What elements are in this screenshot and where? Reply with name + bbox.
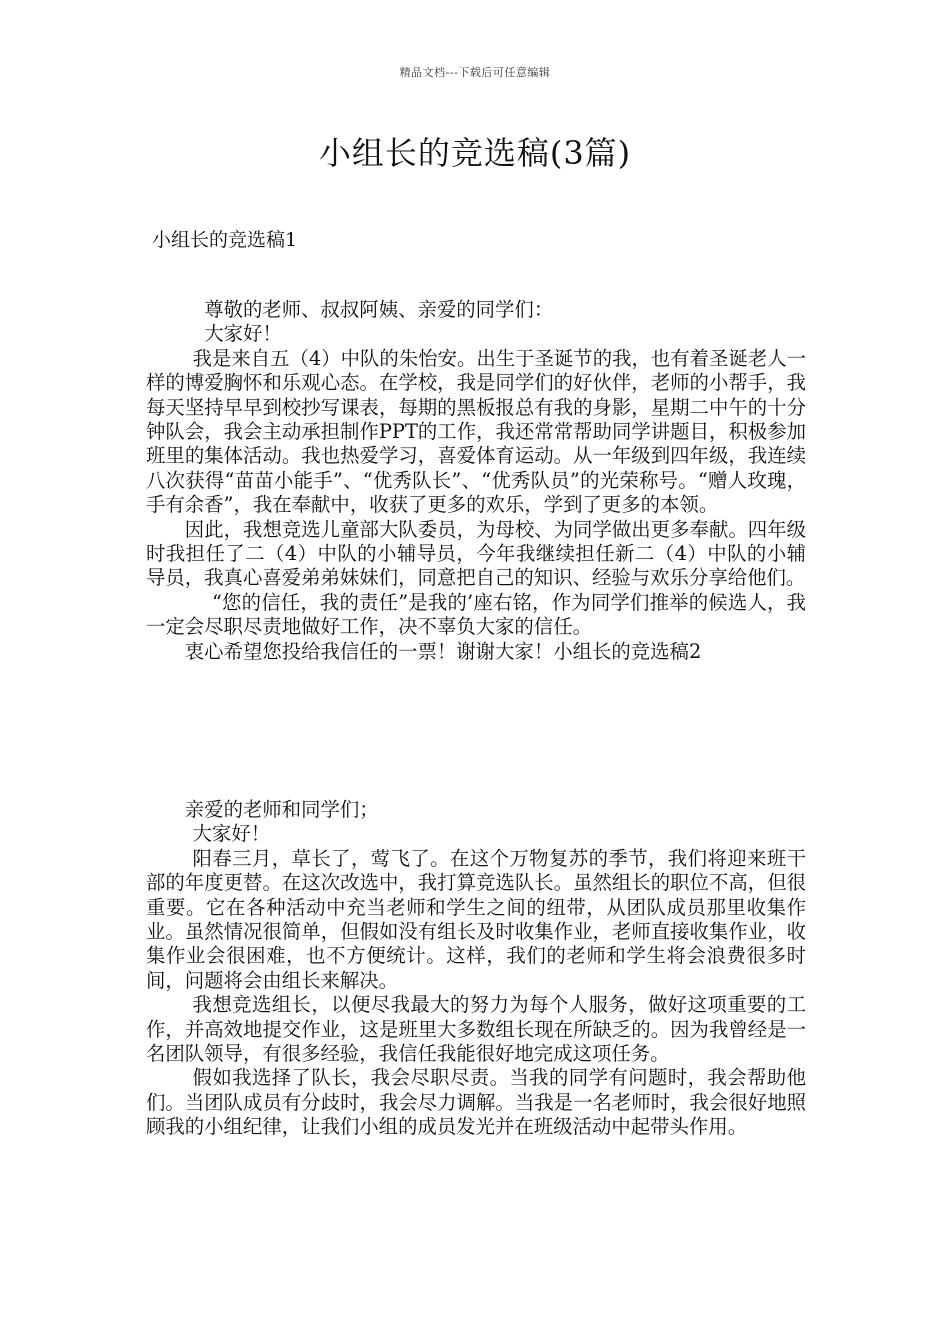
- paragraph-2-3: 假如我选择了队长，我会尽职尽责。当我的同学有问题时，我会帮助他们。当团队成员有分歧时，我会尽力调解。当我是一名老师时，我会很好地照顾我的小组纪律，让我们小组的成员发光并在班级活动中起带头作用。: [146, 1066, 806, 1139]
- paragraph-2-2: 我想竞选组长，以便尽我最大的努力为每个人服务，做好这项重要的工作，并高效地提交作业，这是班里大多数组长现在所缺乏的。因为我曾经是一名团队领导，有很多经验，我信任我能很好地完成这项任务。: [146, 993, 806, 1066]
- document-title: 小组长的竞选稿(3篇): [318, 134, 632, 172]
- page-header: 精品文档---下载后可任意编辑: [399, 66, 551, 79]
- salutation-1: 尊敬的老师、叔叔阿姨、亲爱的同学们：: [204, 298, 554, 321]
- paragraph-1-3: “您的信任，我的责任”是我的’座右铭，作为同学们推举的候选人，我一定会尽职尽责地做好工作，决不辜负大家的信任。: [146, 590, 806, 639]
- section-1-body: [146, 298, 806, 664]
- section-heading-1: 小组长的竞选稿1: [152, 229, 298, 251]
- paragraph-1-1: 我是来自五（4）中队的朱怡安。出生于圣诞节的我，也有着圣诞老人一样的博爱胸怀和乐观心态。在学校，我是同学们的好伙伴，老师的小帮手，我每天坚持早早到校抄写课表，每期的黑板报总有我的身影，星期二中午的十分钟队会，我会主动承担制作PPT的工作，我还常常帮助同学讲题目，积极参加班里的集体活动。我也热爱学习，喜爱体育运动。从一年级到四年级，我连续八次获得“苗苗小能手”、“优秀队长”、“优秀队员”的光荣称号。“赠人玫瑰，手有余香”，我在奉献中，收获了更多的欢乐，学到了更多的本领。: [146, 346, 806, 517]
- paragraph-1-2: 因此，我想竞选儿童部大队委员，为母校、为同学做出更多奉献。四年级时我担任了二（4）中队的小辅导员，今年我继续担任新二（4）中队的小辅导员，我真心喜爱弟弟妹妹们，同意把自己的知识、经验与欢乐分享给他们。: [146, 517, 806, 590]
- greeting-2: 大家好！: [192, 822, 271, 846]
- section-2-body: [146, 798, 806, 1140]
- paragraph-1-4: 衷心希望您投给我信任的一票！谢谢大家！小组长的竞选稿2: [184, 639, 702, 663]
- paragraph-2-1: 阳春三月，草长了，莺飞了。在这个万物复苏的季节，我们将迎来班干部的年度更替。在这次改选中，我打算竞选队长。虽然组长的职位不高，但很重要。它在各种活动中充当老师和学生之间的纽带，从团队成员那里收集作业。虽然情况很简单，但假如没有组长及时收集作业，老师直接收集作业，收集作业会很困难，也不方便统计。这样，我们的老师和学生将会浪费很多时间，问题将会由组长来解决。: [146, 846, 806, 992]
- salutation-2: 亲爱的老师和同学们；: [184, 798, 379, 821]
- greeting-1: 大家好！: [204, 322, 282, 346]
